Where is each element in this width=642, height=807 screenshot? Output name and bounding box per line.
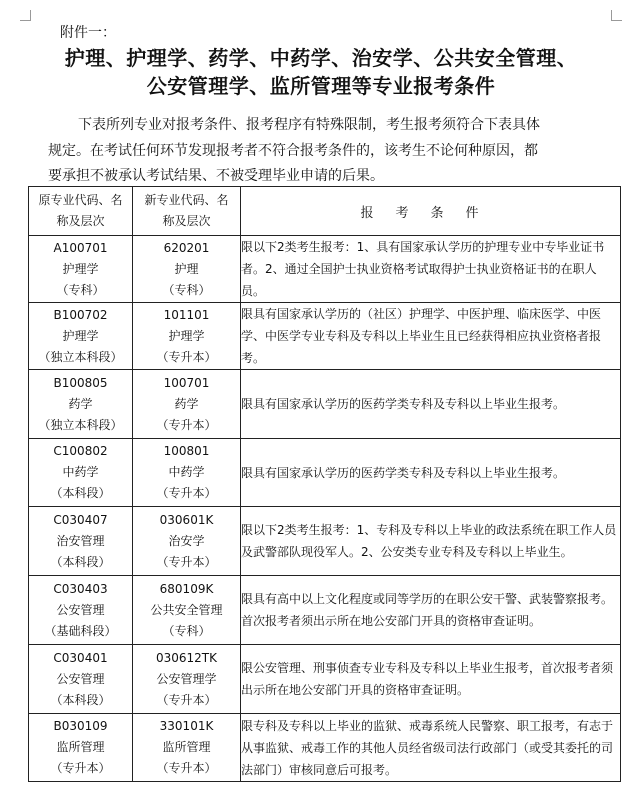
new-name: 中药学 bbox=[168, 465, 205, 479]
intro-paragraph-line3: 要承担不被承认考试结果、不被受理毕业申请的后果。 bbox=[48, 168, 384, 184]
new-code: 330101K bbox=[159, 719, 214, 733]
attachment-label: 附件一： bbox=[60, 25, 116, 41]
new-name: 监所管理 bbox=[162, 740, 211, 754]
old-major-cell bbox=[29, 236, 133, 303]
header-new-major bbox=[133, 187, 241, 236]
header-old-line2: 称及层次 bbox=[56, 214, 105, 228]
old-code: C030403 bbox=[53, 581, 108, 596]
new-major-cell bbox=[133, 576, 241, 645]
new-major-cell bbox=[133, 507, 241, 576]
new-major-cell bbox=[133, 236, 241, 303]
new-level: （专升本） bbox=[156, 692, 217, 707]
old-code: A100701 bbox=[53, 240, 108, 255]
header-new-line1: 新专业代码、名 bbox=[144, 193, 229, 207]
new-name: 治安学 bbox=[168, 533, 205, 548]
old-level: （本科段） bbox=[50, 554, 111, 569]
new-name: 公安管理学 bbox=[156, 671, 217, 686]
old-level: （专科） bbox=[56, 282, 105, 297]
new-name: 药学 bbox=[174, 396, 199, 411]
old-code: C030401 bbox=[53, 650, 108, 665]
intro-paragraph-line2: 规定。在考试任何环节发现报考者不符合报考条件的，该考生不论何种原因，都 bbox=[48, 143, 538, 159]
old-name: 监所管理 bbox=[56, 740, 105, 754]
old-level: （基础科段） bbox=[44, 623, 117, 638]
new-level: （专升本） bbox=[156, 417, 217, 432]
table-row bbox=[29, 236, 621, 303]
table-row bbox=[29, 576, 621, 645]
header-old-major bbox=[29, 187, 133, 236]
old-level: （本科段） bbox=[50, 486, 111, 500]
new-level: （专科） bbox=[162, 623, 211, 638]
new-code: 101101 bbox=[163, 307, 210, 322]
document-title-line2: 公安管理学、监所管理等专业报考条件 bbox=[146, 74, 496, 98]
old-name: 中药学 bbox=[62, 465, 99, 479]
table-row bbox=[29, 714, 621, 782]
table-row bbox=[29, 507, 621, 576]
old-name: 治安管理 bbox=[56, 533, 105, 548]
old-code: B100702 bbox=[53, 307, 108, 322]
new-level: （专升本） bbox=[156, 486, 217, 500]
old-code: B030109 bbox=[53, 719, 108, 733]
new-code: 100701 bbox=[163, 375, 210, 390]
condition-cell: 限具有国家承认学历的（社区）护理学、中医护理、临床医学、中医学、中医学专业专科及专科以上毕业生且已经获得相应执业资格者报考。 bbox=[241, 303, 621, 370]
new-major-cell bbox=[133, 645, 241, 714]
old-level: （本科段） bbox=[50, 692, 111, 707]
new-code: 030612TK bbox=[155, 650, 217, 665]
condition-cell: 限以下2类考生报考：1、具有国家承认学历的护理专业中专毕业证书者。2、通过全国护士执业资格考试取得护士执业资格证书的在职人员。 bbox=[241, 236, 621, 303]
new-level: （专科） bbox=[162, 282, 211, 297]
header-new-line2: 称及层次 bbox=[162, 214, 211, 228]
old-level: （专升本） bbox=[50, 761, 111, 775]
condition-cell: 限专科及专科以上毕业的监狱、戒毒系统人民警察、职工报考，有志于从事监狱、戒毒工作的其他人员经省级司法行政部门（或受其委托的司法部门）审核同意后可报考。 bbox=[241, 714, 621, 782]
condition-cell: 限具有国家承认学历的医药学类专科及专科以上毕业生报考。 bbox=[241, 370, 621, 439]
table-row bbox=[29, 439, 621, 507]
old-code: B100805 bbox=[53, 375, 108, 390]
old-name: 护理学 bbox=[62, 328, 99, 343]
new-level: （专升本） bbox=[156, 761, 217, 775]
new-major-cell bbox=[133, 714, 241, 782]
new-major-cell bbox=[133, 303, 241, 370]
old-major-cell bbox=[29, 507, 133, 576]
requirements-table bbox=[28, 186, 621, 782]
header-old-line1: 原专业代码、名 bbox=[38, 193, 123, 207]
old-major-cell bbox=[29, 714, 133, 782]
new-code: 680109K bbox=[159, 581, 214, 596]
old-name: 公安管理 bbox=[56, 671, 105, 686]
old-name: 护理学 bbox=[62, 261, 99, 276]
old-major-cell bbox=[29, 576, 133, 645]
new-major-cell bbox=[133, 370, 241, 439]
new-code: 100801 bbox=[163, 444, 210, 458]
new-code: 620201 bbox=[163, 240, 210, 255]
old-level: （独立本科段） bbox=[38, 349, 123, 364]
table-row bbox=[29, 303, 621, 370]
old-code: C100802 bbox=[53, 444, 108, 458]
new-level: （专升本） bbox=[156, 554, 217, 569]
new-name: 公共安全管理 bbox=[150, 602, 223, 617]
old-code: C030407 bbox=[53, 512, 108, 527]
condition-cell: 限具有国家承认学历的医药学类专科及专科以上毕业生报考。 bbox=[241, 439, 621, 507]
new-code: 030601K bbox=[159, 512, 214, 527]
table-row bbox=[29, 645, 621, 714]
old-major-cell bbox=[29, 645, 133, 714]
old-major-cell bbox=[29, 303, 133, 370]
document-title-line1: 护理、护理学、药学、中药学、治安学、公共安全管理、 bbox=[64, 46, 578, 70]
crop-mark-left bbox=[20, 10, 31, 21]
condition-cell: 限公安管理、刑事侦查专业专科及专科以上毕业生报考，首次报考者须出示所在地公安部门开具的资格审查证明。 bbox=[241, 645, 621, 714]
old-name: 公安管理 bbox=[56, 602, 105, 617]
table-header-row bbox=[29, 187, 621, 236]
crop-mark-right bbox=[611, 10, 622, 21]
condition-cell: 限具有高中以上文化程度或同等学历的在职公安干警、武装警察报考。首次报考者须出示所在地公安部门开具的资格审查证明。 bbox=[241, 576, 621, 645]
new-major-cell bbox=[133, 439, 241, 507]
table-row bbox=[29, 370, 621, 439]
condition-cell: 限以下2类考生报考：1、专科及专科以上毕业的政法系统在职工作人员及武警部队现役军人。2、公安类专业专科及专科以上毕业生。 bbox=[241, 507, 621, 576]
new-name: 护理学 bbox=[168, 328, 205, 343]
header-condition: 报考条件 bbox=[241, 187, 621, 236]
intro-paragraph-line1: 下表所列专业对报考条件、报考程序有特殊限制，考生报考须符合下表具体 bbox=[78, 117, 540, 133]
new-name: 护理 bbox=[174, 261, 199, 276]
new-level: （专升本） bbox=[156, 349, 217, 364]
old-major-cell bbox=[29, 439, 133, 507]
old-name: 药学 bbox=[68, 396, 93, 411]
old-level: （独立本科段） bbox=[38, 417, 123, 432]
old-major-cell bbox=[29, 370, 133, 439]
